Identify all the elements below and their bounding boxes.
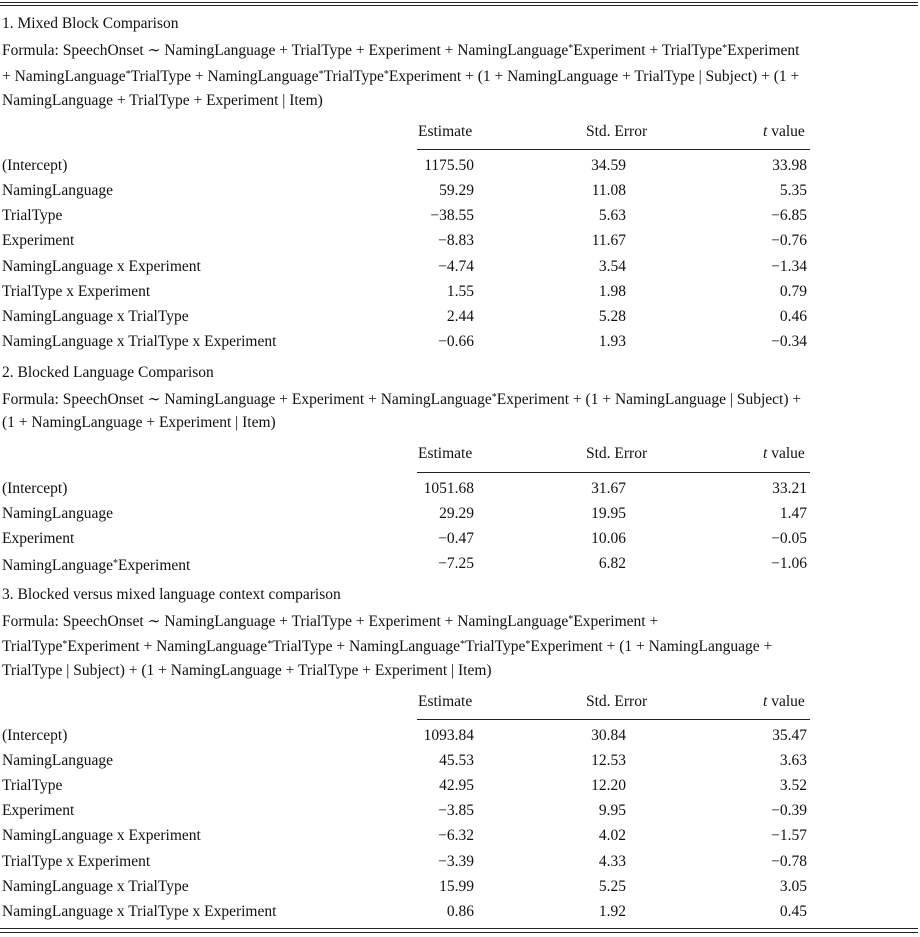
formula-line: Formula: SpeechOnset ∼ NamingLanguage + TrialType + Experiment + NamingLanguage*Experiment + <box>2 613 659 630</box>
interaction-star: * <box>491 392 497 403</box>
t-value-cell: −1.06 <box>771 555 807 572</box>
estimate-cell: 1051.68 <box>423 480 474 497</box>
column-header-t-rest: value <box>767 123 805 140</box>
estimate-cell: 1093.84 <box>423 727 474 744</box>
row-label: TrialType <box>2 207 63 224</box>
header-rule <box>417 719 810 720</box>
std-error-cell: 5.28 <box>598 308 626 325</box>
row-label: TrialType x Experiment <box>2 283 151 300</box>
column-header-t-value <box>763 692 805 712</box>
section-title: 1. Mixed Block Comparison <box>2 15 179 32</box>
std-error-cell: 6.82 <box>598 555 626 572</box>
t-value-cell: −0.34 <box>771 333 807 350</box>
t-value-cell: 33.98 <box>772 157 807 174</box>
row-label: Experiment <box>2 232 75 249</box>
estimate-cell: 15.99 <box>439 878 474 895</box>
estimate-cell: 1175.50 <box>424 157 474 174</box>
t-value-cell: −0.76 <box>771 232 807 249</box>
column-header-t-value <box>763 444 805 464</box>
t-value-cell: 5.35 <box>779 182 807 199</box>
estimate-cell: 0.86 <box>446 903 474 920</box>
section-title: 3. Blocked versus mixed language context comparison <box>2 586 341 603</box>
std-error-cell: 12.53 <box>591 752 626 769</box>
estimate-cell: −0.47 <box>438 530 474 547</box>
row-label: NamingLanguage x TrialType <box>2 878 189 895</box>
row-label: (Intercept) <box>2 727 68 744</box>
column-header-t-italic: t <box>763 123 768 140</box>
interaction-star: * <box>460 639 466 650</box>
row-label: Experiment <box>2 530 75 547</box>
row-label: NamingLanguage <box>2 752 114 769</box>
std-error-cell: 34.59 <box>591 157 626 174</box>
t-value-cell: 35.47 <box>772 727 807 744</box>
interaction-star: * <box>568 43 574 54</box>
t-value-cell: −0.05 <box>771 530 807 547</box>
interaction-star: * <box>383 69 389 80</box>
formula-line: Formula: SpeechOnset ∼ NamingLanguage + TrialType + Experiment + NamingLanguage*Experiment + TrialType*Experiment <box>2 42 800 59</box>
t-value-cell: −0.78 <box>771 853 807 870</box>
std-error-cell: 4.33 <box>598 853 626 870</box>
row-label: NamingLanguage x Experiment <box>2 258 201 275</box>
row-label: NamingLanguage x TrialType x Experiment <box>2 333 277 350</box>
row-label: Experiment <box>2 802 75 819</box>
estimate-cell: −3.39 <box>438 853 474 870</box>
std-error-cell: 30.84 <box>591 727 626 744</box>
estimate-cell: 45.53 <box>439 752 474 769</box>
estimate-cell: −4.74 <box>438 258 474 275</box>
std-error-cell: 3.54 <box>598 258 626 275</box>
t-value-cell: 33.21 <box>772 480 807 497</box>
interaction-star: * <box>568 614 574 625</box>
std-error-cell: 1.92 <box>598 903 626 920</box>
t-value-cell: 3.05 <box>779 878 807 895</box>
t-value-cell: −1.57 <box>771 827 807 844</box>
row-label: TrialType x Experiment <box>2 853 151 870</box>
column-header-estimate: Estimate <box>418 693 473 710</box>
estimate-cell: −7.25 <box>438 555 474 572</box>
std-error-cell: 1.98 <box>598 283 626 300</box>
formula-line: + NamingLanguage*TrialType + NamingLanguage*TrialType*Experiment + (1 + NamingLanguage + TrialType | Subject) + (1 + <box>2 68 800 85</box>
row-label: NamingLanguage <box>2 182 114 199</box>
estimate-cell: 59.29 <box>439 182 474 199</box>
estimate-cell: 2.44 <box>446 308 474 325</box>
row-label: NamingLanguage x Experiment <box>2 827 201 844</box>
interaction-star: * <box>113 558 119 569</box>
row-label: NamingLanguage x TrialType <box>2 308 189 325</box>
row-label: NamingLanguage <box>2 505 114 522</box>
std-error-cell: 4.02 <box>598 827 626 844</box>
estimate-cell: −0.66 <box>438 333 474 350</box>
std-error-cell: 11.67 <box>591 232 626 249</box>
column-header-t-value <box>763 122 805 142</box>
t-value-cell: 0.46 <box>779 308 807 325</box>
column-header-std-error: Std. Error <box>586 123 648 140</box>
column-header-t-rest: value <box>767 693 805 710</box>
column-header-t-italic: t <box>763 693 768 710</box>
row-label: NamingLanguage*Experiment <box>2 557 191 574</box>
std-error-cell: 5.63 <box>598 207 626 224</box>
header-rule <box>417 472 810 473</box>
interaction-star: * <box>125 69 131 80</box>
t-value-cell: 0.45 <box>779 903 807 920</box>
formula-line: NamingLanguage + TrialType + Experiment | Item) <box>2 92 323 109</box>
formula-line: Formula: SpeechOnset ∼ NamingLanguage + Experiment + NamingLanguage*Experiment + (1 + NamingLanguage | Subject) + <box>2 391 802 408</box>
column-header-t-rest: value <box>767 445 805 462</box>
interaction-star: * <box>318 69 324 80</box>
estimate-cell: −6.32 <box>438 827 474 844</box>
interaction-star: * <box>722 43 728 54</box>
std-error-cell: 19.95 <box>591 505 626 522</box>
column-header-std-error: Std. Error <box>586 693 648 710</box>
column-header-estimate: Estimate <box>418 445 473 462</box>
interaction-star: * <box>267 639 273 650</box>
interaction-star: * <box>62 639 68 650</box>
column-header-t-italic: t <box>763 445 768 462</box>
estimate-cell: −38.55 <box>430 207 474 224</box>
formula-line: TrialType | Subject) + (1 + NamingLanguage + TrialType + Experiment | Item) <box>2 662 492 679</box>
estimate-cell: 1.55 <box>446 283 474 300</box>
column-header-std-error: Std. Error <box>586 445 648 462</box>
row-label: NamingLanguage x TrialType x Experiment <box>2 903 277 920</box>
row-label: (Intercept) <box>2 157 68 174</box>
interaction-star: * <box>525 639 531 650</box>
std-error-cell: 9.95 <box>598 802 626 819</box>
t-value-cell: −6.85 <box>771 207 807 224</box>
estimate-cell: 42.95 <box>439 777 474 794</box>
t-value-cell: −1.34 <box>771 258 807 275</box>
std-error-cell: 12.20 <box>591 777 626 794</box>
estimate-cell: 29.29 <box>439 505 474 522</box>
header-rule <box>417 149 810 150</box>
formula-line: (1 + NamingLanguage + Experiment | Item) <box>2 414 276 431</box>
t-value-cell: 0.79 <box>779 283 807 300</box>
std-error-cell: 1.93 <box>598 333 626 350</box>
std-error-cell: 11.08 <box>591 182 626 199</box>
std-error-cell: 5.25 <box>598 878 626 895</box>
t-value-cell: 1.47 <box>779 505 807 522</box>
std-error-cell: 31.67 <box>591 480 626 497</box>
row-label: (Intercept) <box>2 480 68 497</box>
estimate-cell: −8.83 <box>438 232 474 249</box>
std-error-cell: 10.06 <box>591 530 626 547</box>
formula-line: TrialType*Experiment + NamingLanguage*TrialType + NamingLanguage*TrialType*Experiment + (1 + NamingLanguage + <box>2 638 773 655</box>
column-header-estimate: Estimate <box>418 123 473 140</box>
t-value-cell: 3.63 <box>779 752 807 769</box>
estimate-cell: −3.85 <box>438 802 474 819</box>
t-value-cell: 3.52 <box>779 777 807 794</box>
t-value-cell: −0.39 <box>771 802 807 819</box>
section-title: 2. Blocked Language Comparison <box>2 364 214 381</box>
row-label: TrialType <box>2 777 63 794</box>
